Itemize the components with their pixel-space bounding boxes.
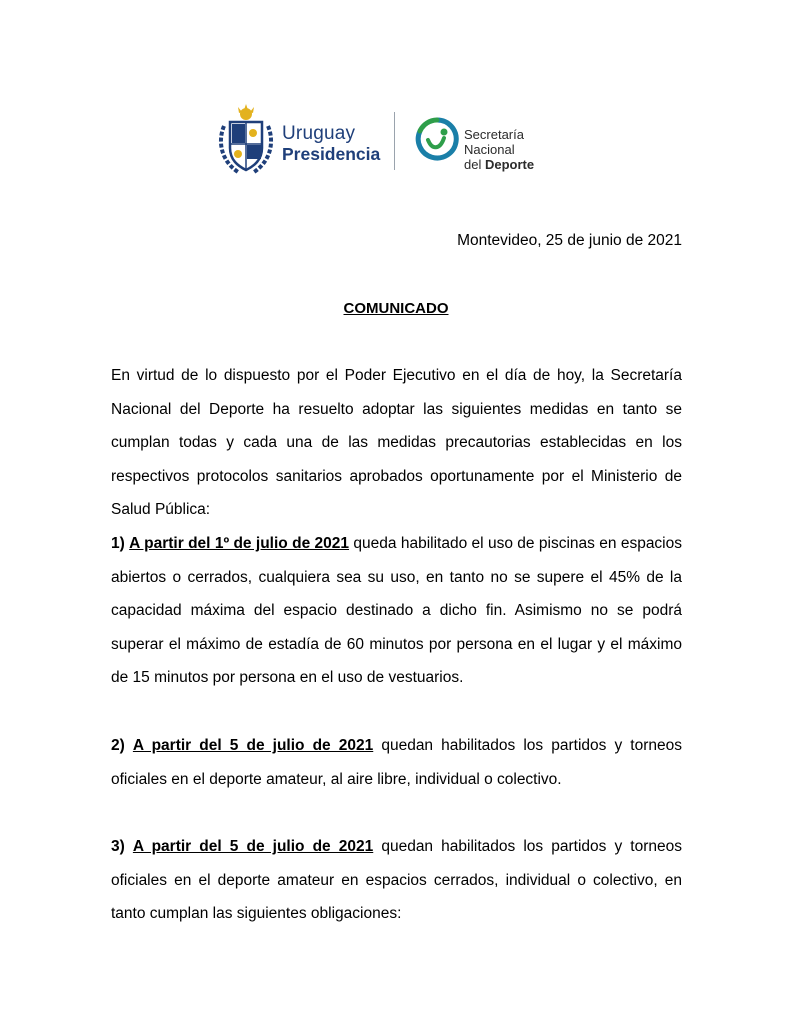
document-title: COMUNICADO: [343, 300, 449, 317]
logo-deporte-text: Deporte: [484, 156, 535, 172]
item-3-paragraph: [111, 830, 682, 931]
logo-deporte-line: [464, 158, 578, 173]
item-2-date: A partir del 5 de julio de 2021: [132, 737, 374, 754]
intro-paragraph: En virtud de lo dispuesto por el Poder Ejecutivo en el día de hoy, la Secretaría Nacional del Deporte ha resuelto adoptar las siguientes medidas en tanto se cumplan todas y cada una de las medidas precautorias establecidas en los respectivos protocolos sanitarios aprobados oportunamente por el Ministerio de Salud Pública:: [111, 367, 682, 518]
logo-divider: [394, 112, 395, 170]
snd-wordmark: [464, 128, 578, 173]
document-date: Montevideo, 25 de junio de 2021: [457, 232, 682, 249]
item-1-text: queda habilitado el uso de piscinas en espacios abiertos o cerrados, cualquiera sea su uso, en tanto no se supere el 45% de la capacidad máxima del espacio destinado a dicho fin. Asimismo no se podrá superar el máximo de estadía de 60 minutos por persona en el lugar y el máximo de 15 minutos por persona en el uso de vestuarios.: [111, 535, 682, 686]
presidencia-wordmark: [282, 124, 380, 164]
item-3-number: 3): [111, 838, 125, 855]
item-3-text: quedan habilitados los partidos y torneos oficiales en el deporte amateur en espacios cerrados, individual o colectivo, en tanto cumplan las siguientes obligaciones:: [111, 838, 682, 922]
uruguay-coat-of-arms-icon: [218, 104, 274, 176]
logo-uruguay-text: Uruguay: [282, 123, 356, 144]
item-2-paragraph: [111, 729, 682, 796]
item-1-number: 1): [111, 535, 125, 552]
logo-presidencia-text: Presidencia: [282, 144, 381, 164]
item-2-number: 2): [111, 737, 125, 754]
item-1-paragraph: [111, 527, 682, 695]
item-3-date: A partir del 5 de julio de 2021: [132, 838, 374, 855]
item-2-text: quedan habilitados los partidos y torneos oficiales en el deporte amateur, al aire libre, individual o colectivo.: [111, 737, 682, 788]
logo-secretaria-text: Secretaría Nacional: [464, 127, 524, 157]
letterhead: [218, 104, 578, 184]
item-1-date: A partir del 1º de julio de 2021: [129, 535, 350, 552]
logo-del-text: del: [464, 156, 485, 172]
snd-circle-logo-icon: [414, 116, 460, 162]
